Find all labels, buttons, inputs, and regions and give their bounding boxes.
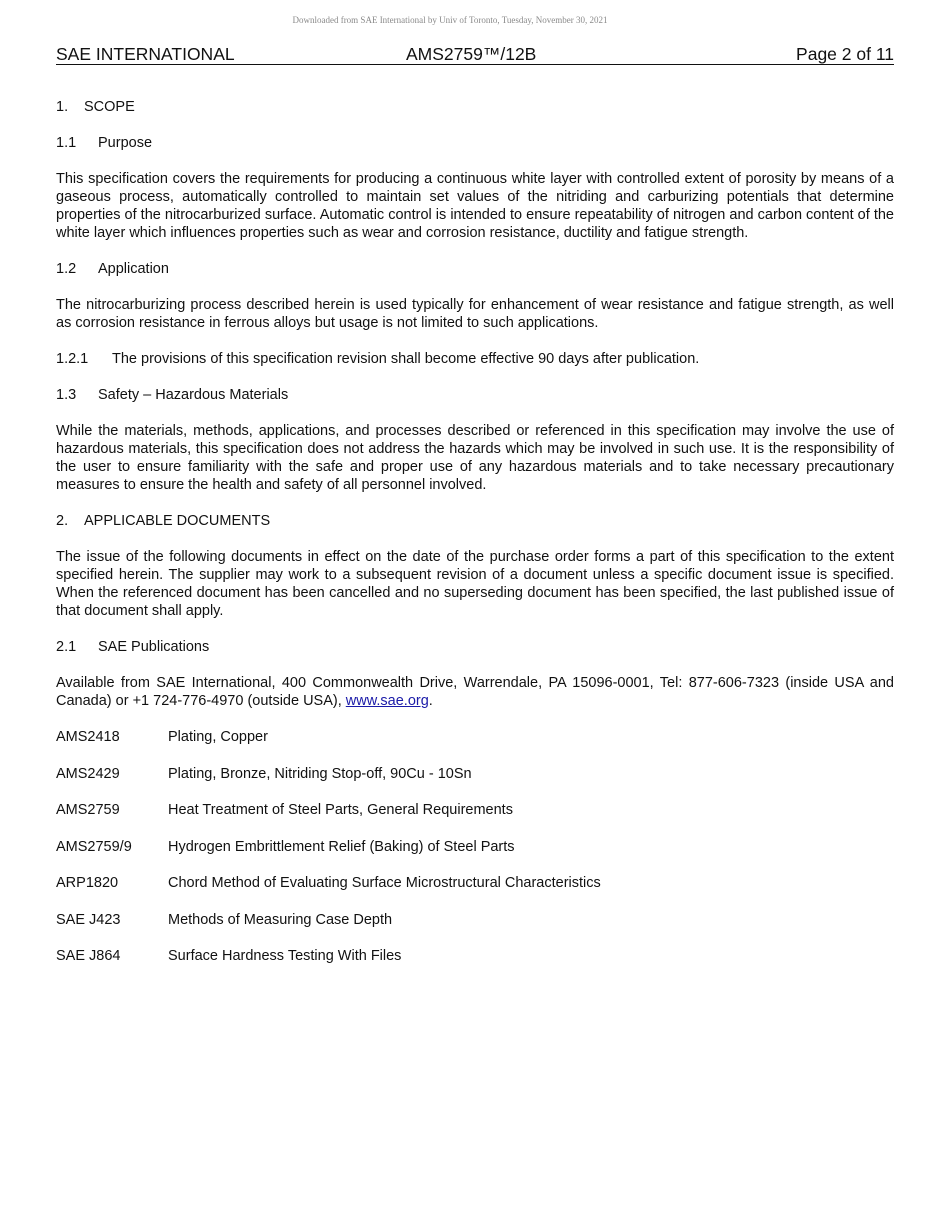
reference-row [56, 911, 894, 929]
safety-paragraph: While the materials, methods, applications, and processes described or referenced in this specification may involve the use of hazardous materials, this specification does not address the hazards which may be involved in such use. It is the responsibility of the user to ensure familiarity with the safe and proper use of any hazardous materials and to take necessary precautionary measures to ensure the health and safety of all personnel involved. [56, 423, 894, 493]
effective-date-text: The provisions of this specification revision shall become effective 90 days after publication. [112, 351, 700, 367]
reference-id: SAE J864 [56, 948, 121, 964]
reference-row [56, 947, 894, 965]
link-trailing-period: . [428, 693, 433, 709]
section-1-heading [56, 98, 894, 116]
reference-id: AMS2759 [56, 802, 120, 818]
section-title: Application [98, 261, 169, 277]
header-page-number: Page 2 of 11 [796, 44, 894, 64]
section-number: 1.2 [56, 261, 77, 277]
application-paragraph: The nitrocarburizing process described herein is used typically for enhancement of wear resistance and fatigue strength, as well as corrosion resistance in ferrous alloys but usage is not limited to such applications. [56, 297, 894, 331]
section-1-3-heading [56, 386, 894, 404]
section-2-heading [56, 512, 894, 530]
reference-id: AMS2759/9 [56, 838, 132, 855]
section-title: Purpose [98, 135, 153, 151]
reference-row [56, 765, 894, 783]
section-title: SAE Publications [98, 639, 210, 655]
document-body [56, 98, 894, 984]
reference-list [56, 728, 894, 965]
section-number: 1.3 [56, 387, 77, 403]
applicable-documents-paragraph: The issue of the following documents in effect on the date of the purchase order forms a part of this specification to the extent specified herein. The supplier may work to a subsequent revision of a document unless a specific document issue is specified. When the referenced document has been cancelled and no superseding document has been specified, the last published issue of that document shall apply. [56, 549, 894, 619]
reference-row [56, 728, 894, 746]
page-header [56, 44, 894, 65]
section-number: 1.2.1 [56, 351, 89, 367]
section-2-1-heading [56, 638, 894, 656]
reference-title: Surface Hardness Testing With Files [168, 948, 402, 964]
section-1-1-heading [56, 134, 894, 152]
reference-title: Methods of Measuring Case Depth [168, 911, 393, 928]
reference-id: AMS2429 [56, 765, 120, 782]
download-watermark: Downloaded from SAE International by Univ of Toronto, Tuesday, November 30, 2021 [292, 15, 608, 25]
reference-row [56, 874, 894, 892]
reference-id: ARP1820 [56, 875, 119, 891]
reference-title: Plating, Bronze, Nitriding Stop-off, 90Cu - 10Sn [168, 765, 472, 782]
sae-website-link[interactable]: www.sae.org [345, 693, 429, 709]
availability-text: Available from SAE International, 400 Commonwealth Drive, Warrendale, PA 15096-0001, Tel: 877-606-7323 (inside USA and Canada) or +1 724-776-4970 (outside USA), [56, 675, 894, 709]
reference-title: Heat Treatment of Steel Parts, General Requirements [168, 802, 513, 818]
header-document-id: AMS2759™/12B [406, 44, 537, 64]
purpose-paragraph: This specification covers the requirements for producing a continuous white layer with controlled extent of porosity by means of a gaseous process, automatically controlled to maintain set values of the nitriding and carburizing potentials that determine properties of the nitrocarburized surface. Automatic control is intended to ensure repeatability of nitrogen and carbon content of the white layer which influences properties such as wear and corrosion resistance, ductility and fatigue strength. [56, 171, 894, 241]
section-title: SCOPE [84, 99, 135, 115]
reference-id: SAE J423 [56, 911, 121, 928]
reference-title: Chord Method of Evaluating Surface Microstructural Characteristics [168, 875, 601, 891]
reference-row [56, 838, 894, 856]
section-1-2-1-paragraph [56, 350, 894, 368]
section-number: 2.1 [56, 639, 77, 655]
section-title: Safety – Hazardous Materials [98, 387, 289, 403]
sae-publications-paragraph [56, 674, 894, 710]
section-title: APPLICABLE DOCUMENTS [84, 513, 271, 529]
section-number: 1. [56, 99, 69, 115]
reference-id: AMS2418 [56, 729, 120, 745]
reference-title: Plating, Copper [168, 729, 268, 745]
reference-title: Hydrogen Embrittlement Relief (Baking) of Steel Parts [168, 838, 515, 855]
section-number: 1.1 [56, 135, 77, 151]
reference-row [56, 801, 894, 819]
section-number: 2. [56, 513, 69, 529]
header-organization: SAE INTERNATIONAL [56, 44, 235, 64]
section-1-2-heading [56, 260, 894, 278]
